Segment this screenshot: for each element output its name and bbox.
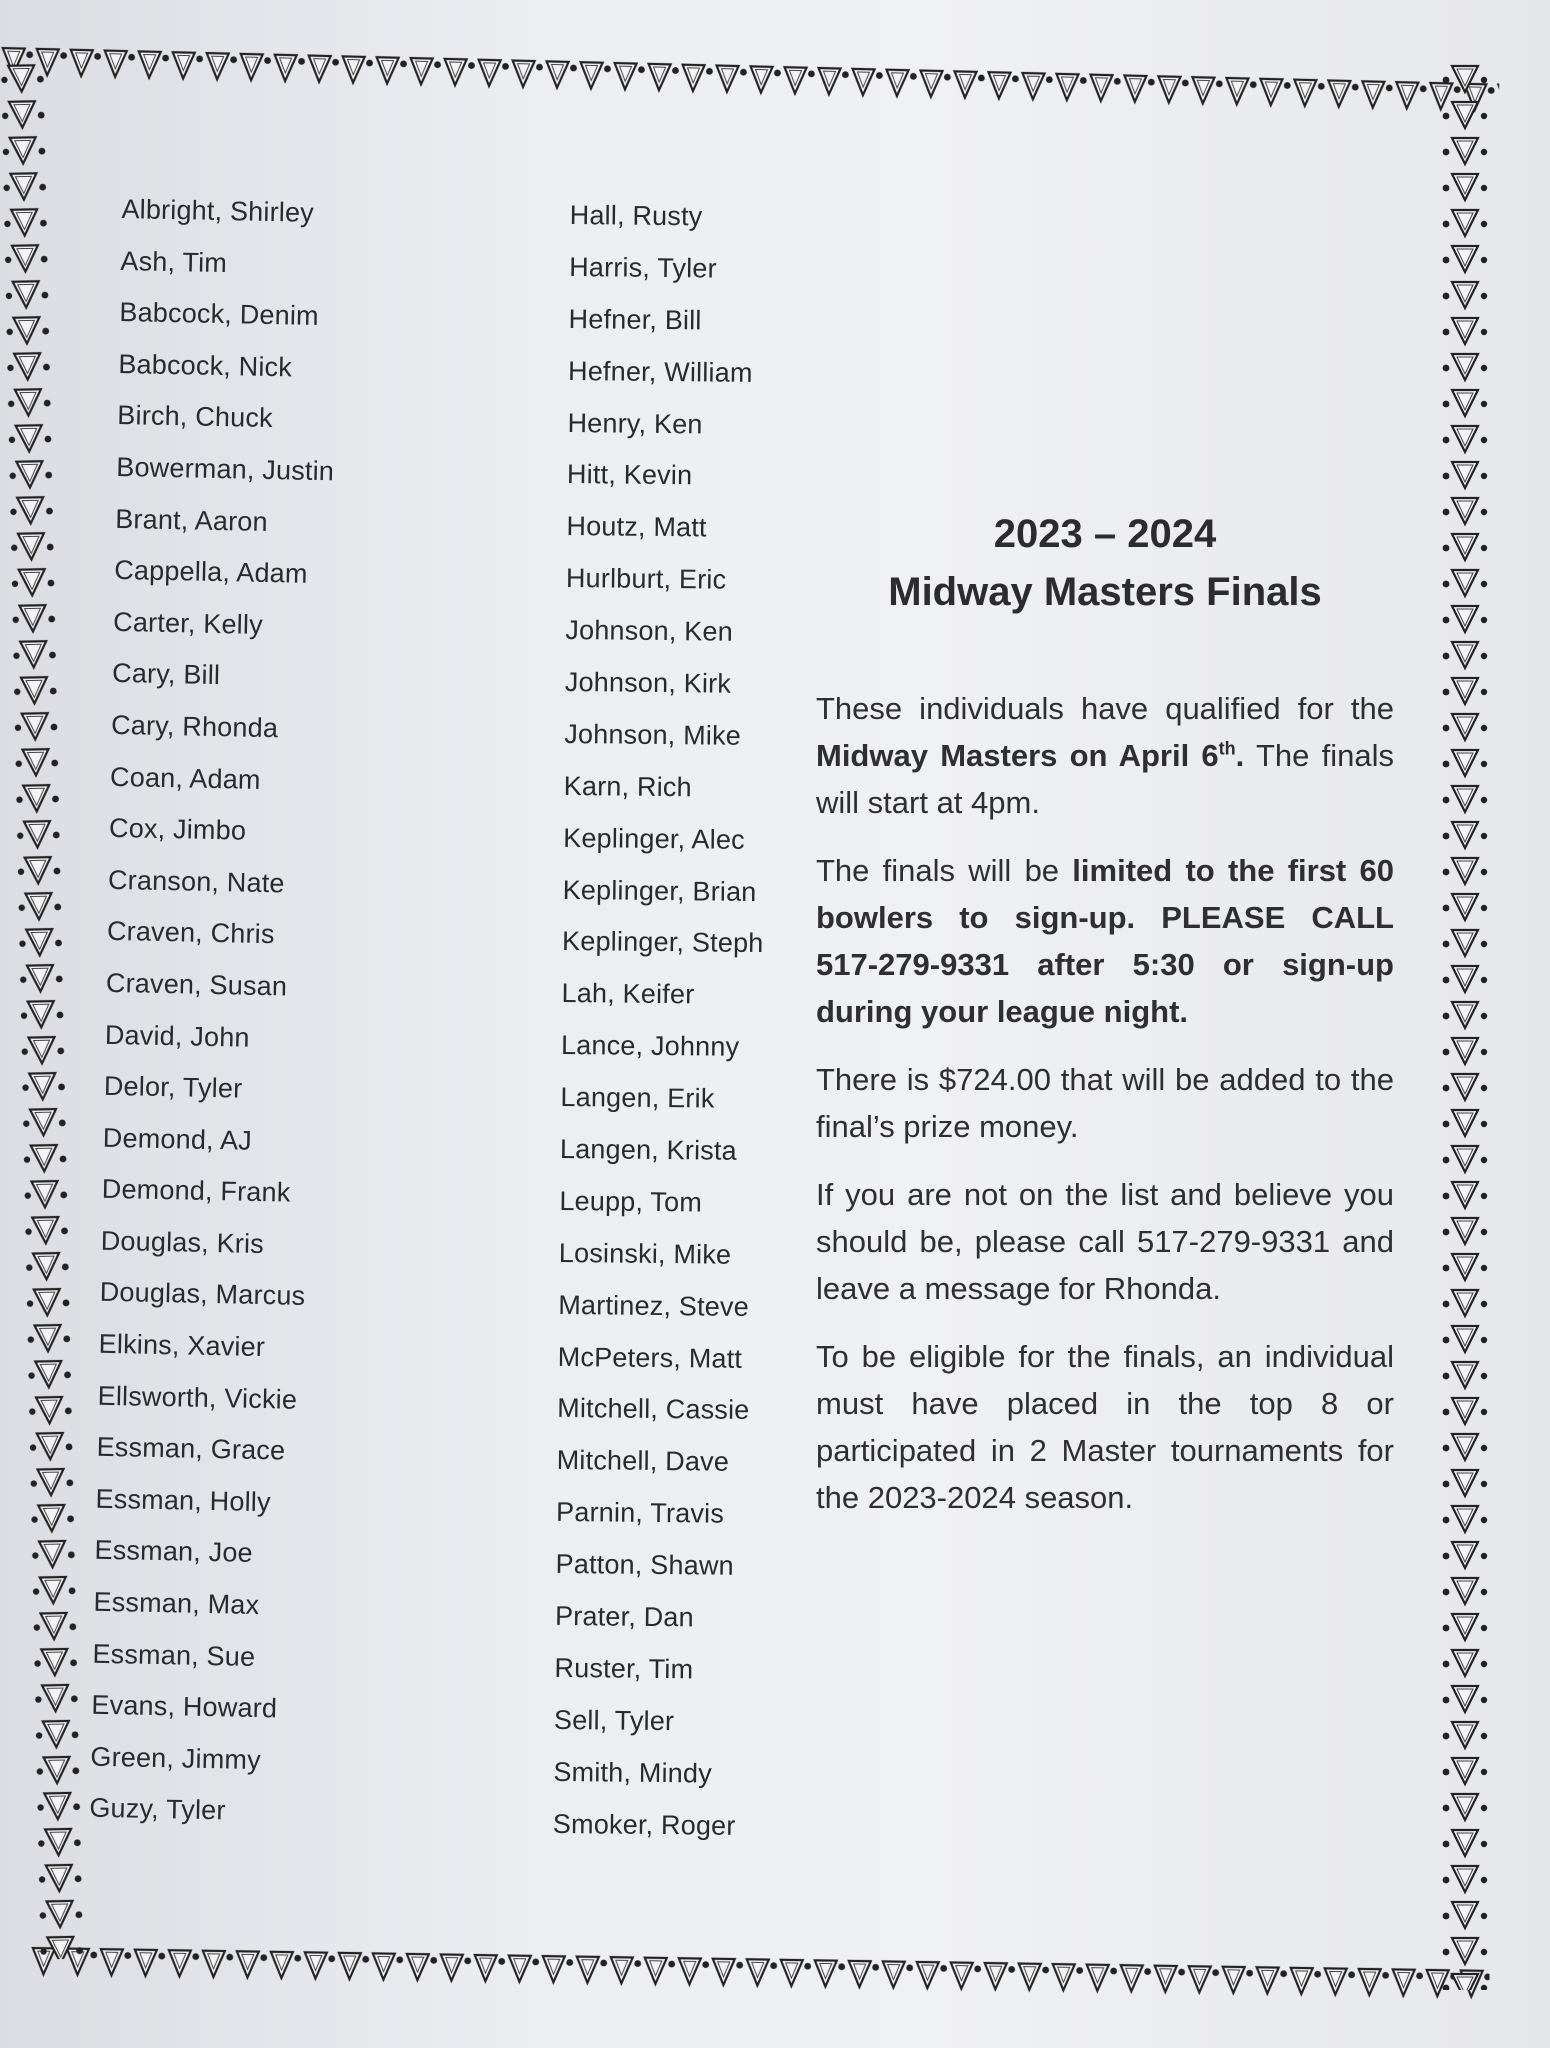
qualifier-name: Hall, Rusty [569, 199, 703, 232]
qualifier-name: Birch, Chuck [117, 400, 274, 434]
qualifier-name: Smoker, Roger [552, 1808, 736, 1841]
qualifier-list-left [89, 184, 340, 1839]
event-date: Midway Masters on April 6th. [816, 738, 1245, 773]
qualifier-name: Harris, Tyler [569, 251, 717, 284]
qualifier-name: Ash, Tim [120, 245, 228, 278]
qualifier-name: Karn, Rich [563, 770, 692, 803]
qualifier-name: Smith, Mindy [553, 1756, 713, 1789]
qualifier-name: Parnin, Travis [555, 1497, 725, 1529]
qualifier-name: David, John [104, 1019, 250, 1053]
info-paragraph-signup: The finals will be limited to the first 60 bowlers to sign-up. PLEASE CALL 517-279-9331 after 5:30 or sign-up during your league night. [816, 853, 1394, 1029]
decorative-border-bottom [29, 1940, 1490, 2023]
qualifier-name: Keplinger, Steph [561, 926, 764, 959]
qualifier-name: Mitchell, Cassie [557, 1393, 750, 1426]
qualifier-name: Mitchell, Dave [556, 1445, 730, 1478]
qualifier-name: Carter, Kelly [112, 606, 264, 640]
qualifier-name: Langen, Erik [560, 1082, 715, 1114]
qualifier-name: McPeters, Matt [557, 1341, 743, 1374]
qualifier-name: Sell, Tyler [553, 1704, 675, 1737]
qualifier-name: Craven, Chris [106, 916, 275, 950]
qualifier-name: Demond, Frank [101, 1174, 291, 1208]
qualifier-name: Essman, Sue [92, 1638, 256, 1672]
qualifier-name: Cary, Bill [111, 658, 221, 691]
border-pattern-top [0, 40, 1500, 137]
info-paragraph-qualified: These individuals have qualified for the Midway Masters on April 6th. The finals will start at 4pm. [816, 691, 1394, 820]
qualifier-name: Cranson, Nate [107, 864, 286, 899]
qualifier-name: Essman, Joe [94, 1535, 254, 1569]
border-pattern-bottom [29, 1940, 1490, 2023]
qualifier-name: Brant, Aaron [114, 503, 269, 537]
decorative-border-right [1438, 60, 1498, 1990]
qualifier-name: Elkins, Xavier [98, 1328, 266, 1363]
qualifier-name: Essman, Holly [95, 1483, 272, 1518]
qualifier-name: Guzy, Tyler [89, 1793, 226, 1826]
qualifier-name: Keplinger, Brian [562, 874, 757, 907]
qualifier-name: Patton, Shawn [555, 1549, 734, 1581]
qualifier-name: Green, Jimmy [90, 1741, 262, 1775]
qualifier-name: Johnson, Mike [564, 718, 742, 751]
info-paragraph-prize: There is $724.00 that will be added to the final’s prize money. [816, 1062, 1394, 1144]
qualifier-name: Prater, Dan [554, 1600, 694, 1633]
qualifier-name: Cappella, Adam [113, 555, 308, 589]
decorative-border-top [0, 40, 1500, 137]
decorative-border-left [0, 59, 100, 1960]
signup-instructions: limited to the first 60 bowlers to sign-up. PLEASE CALL 517-279-9331 after 5:30 or sign-up during your league night. [816, 853, 1394, 1029]
qualifier-name: Douglas, Marcus [99, 1277, 306, 1312]
border-pattern-left [0, 59, 100, 1960]
qualifier-name: Albright, Shirley [121, 193, 315, 228]
qualifier-name: Essman, Grace [96, 1431, 286, 1466]
qualifier-name: Houtz, Matt [566, 511, 707, 543]
info-paragraph-contact: If you are not on the list and believe you should be, please call 517-279-9331 and leave a message for Rhonda. [816, 1177, 1394, 1306]
qualifier-name: Henry, Ken [567, 407, 703, 439]
qualifier-name: Keplinger, Alec [563, 822, 745, 855]
flyer-title [805, 505, 1405, 621]
qualifier-name: Leupp, Tom [559, 1185, 703, 1218]
qualifier-name: Hurlburt, Eric [565, 563, 727, 595]
qualifier-name: Coan, Adam [109, 761, 261, 795]
qualifier-name: Lance, Johnny [560, 1030, 740, 1063]
qualifier-name: Martinez, Steve [558, 1289, 750, 1322]
qualifier-name: Ruster, Tim [554, 1652, 694, 1685]
title-event: Midway Masters Finals [888, 570, 1322, 614]
border-pattern-right [1438, 60, 1498, 1990]
qualifier-name: Craven, Susan [105, 967, 288, 1002]
title-season: 2023 – 2024 [993, 512, 1217, 556]
qualifier-name: Lah, Keifer [561, 978, 695, 1010]
qualifier-name: Hefner, William [567, 355, 753, 388]
info-paragraph-eligibility: To be eligible for the finals, an individual must have placed in the top 8 or participated in 2 Master tournaments for the 2023-2024 season. [816, 1339, 1394, 1515]
info-block [816, 685, 1394, 1542]
qualifier-name: Johnson, Kirk [564, 666, 732, 699]
qualifier-name: Essman, Max [93, 1586, 260, 1621]
qualifier-name: Ellsworth, Vickie [97, 1380, 298, 1415]
qualifier-name: Babcock, Nick [118, 348, 293, 383]
qualifier-name: Hitt, Kevin [566, 459, 693, 491]
qualifier-name: Evans, Howard [91, 1689, 278, 1724]
qualifier-name: Langen, Krista [559, 1133, 738, 1166]
qualifier-name: Hefner, Bill [568, 303, 702, 336]
qualifier-name: Demond, AJ [102, 1122, 253, 1156]
qualifier-name: Delor, Tyler [103, 1070, 243, 1104]
qualifier-name: Douglas, Kris [100, 1225, 265, 1259]
qualifier-name: Losinski, Mike [558, 1237, 732, 1270]
qualifier-name: Bowerman, Justin [116, 451, 335, 487]
qualifier-name: Cary, Rhonda [110, 709, 279, 744]
qualifier-name: Babcock, Denim [119, 297, 320, 332]
qualifier-name: Cox, Jimbo [108, 812, 247, 846]
qualifier-name: Johnson, Ken [565, 615, 734, 647]
qualifier-list-middle [553, 190, 772, 1853]
